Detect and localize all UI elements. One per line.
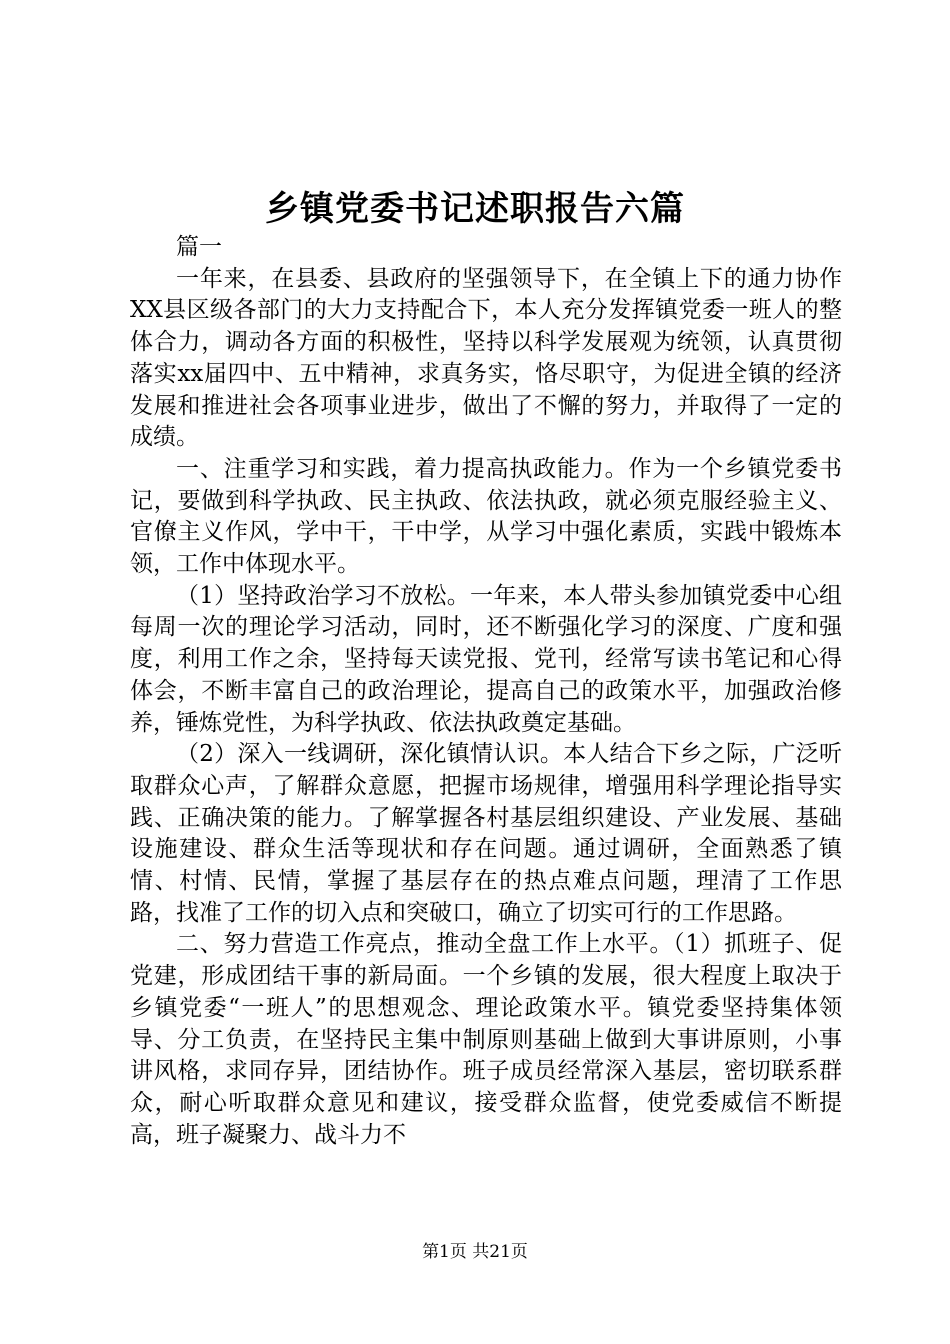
paragraph: 二、努力营造工作亮点，推动全盘工作上水平。（1）抓班子、促党建，形成团结干事的新局面。一个乡镇的发展，很大程度上取决于乡镇党委“一班人”的思想观念、理论政策水平。镇党委坚持集体领导、分工负责，在坚持民主集中制原则基础上做到大事讲原则，小事讲风格，求同存异，团结协作。班子成员经常深入基层，密切联系群众，耐心听取群众意见和建议，接受群众监督，使党委威信不断提高，班子凝聚力、战斗力不 [130,931,842,1148]
paragraph: （1）坚持政治学习不放松。一年来，本人带头参加镇党委中心组每周一次的理论学习活动，同时，还不断强化学习的深度、广度和强度，利用工作之余，坚持每天读党报、党刊，经常写读书笔记和心得体会，不断丰富自己的政治理论，提高自己的政策水平，加强政治修养，锤炼党性，为科学执政、依法执政奠定基础。 [130,582,842,736]
section-heading: 篇一 [176,234,222,260]
page-number: 第1页 共21页 [422,1242,528,1262]
paragraph: 一、注重学习和实践，着力提高执政能力。作为一个乡镇党委书记，要做到科学执政、民主执政、依法执政，就必须克服经验主义、官僚主义作风，学中干，干中学，从学习中强化素质，实践中锻炼本领，工作中体现水平。 [130,455,842,578]
paragraph: （2）深入一线调研，深化镇情认识。本人结合下乡之际，广泛听取群众心声，了解群众意愿，把握市场规律，增强用科学理论指导实践、正确决策的能力。了解掌握各村基层组织建设、产业发展、基础设施建设、群众生活等现状和存在问题。通过调研，全面熟悉了镇情、村情、民情，掌握了基层存在的热点难点问题，理清了工作思路，找准了工作的切入点和突破口，确立了切实可行的工作思路。 [130,741,842,926]
document-title: 乡镇党委书记述职报告六篇 [265,189,685,229]
document-body [130,232,842,1151]
paragraph: 一年来，在县委、县政府的坚强领导下，在全镇上下的通力协作XX县区级各部门的大力支持配合下，本人充分发挥镇党委一班人的整体合力，调动各方面的积极性，坚持以科学发展观为统领，认真贯彻落实xx届四中、五中精神，求真务实，恪尽职守，为促进全镇的经济发展和推进社会各项事业进步，做出了不懈的努力，并取得了一定的成绩。 [130,265,842,451]
